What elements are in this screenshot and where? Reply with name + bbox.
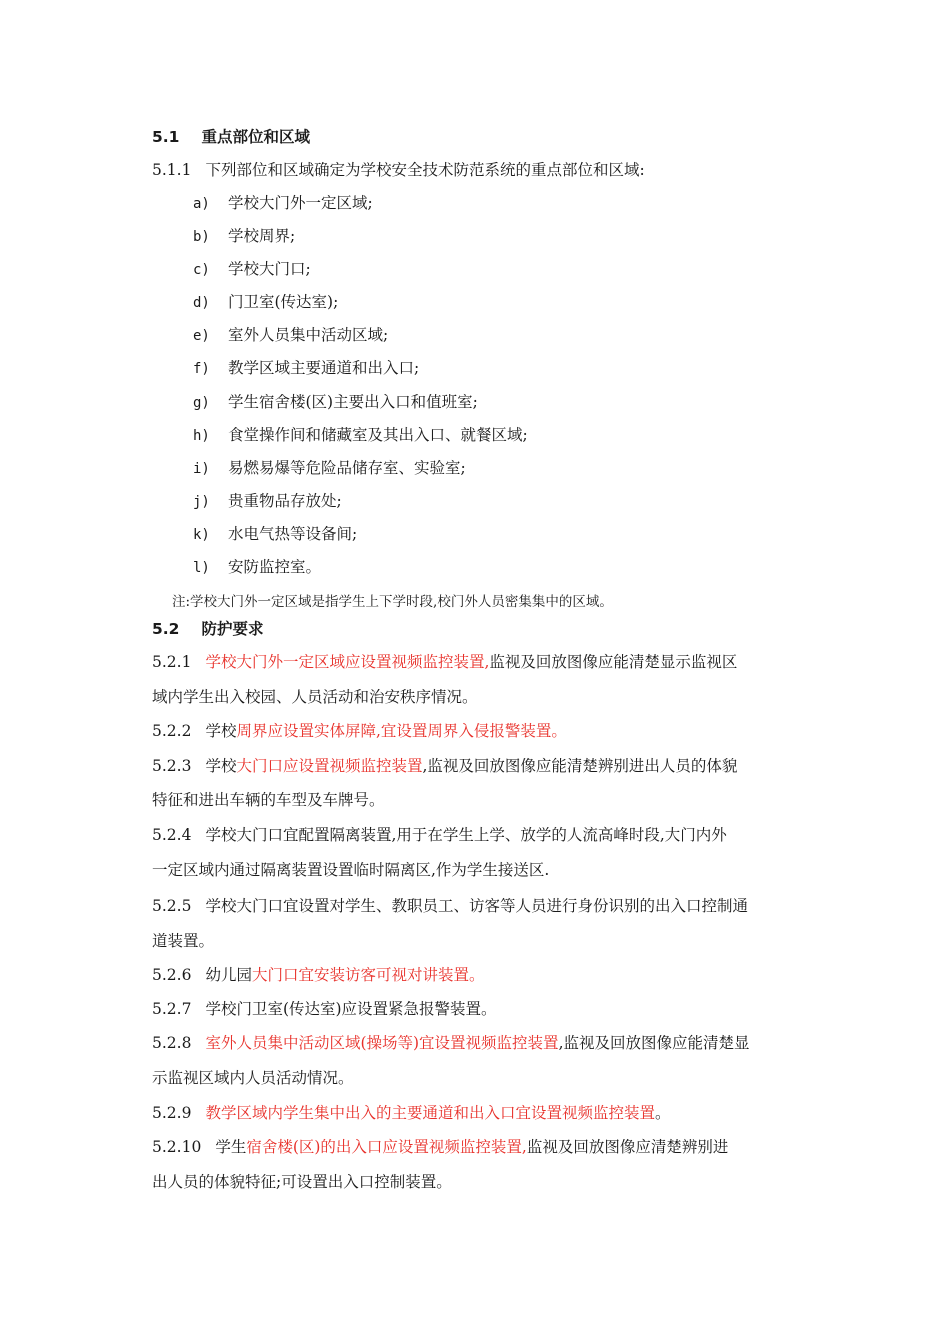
list-letter: g) (193, 395, 210, 411)
section-heading-5-1 (152, 127, 310, 147)
clause-text: 下列部位和区域确定为学校安全技术防范系统的重点部位和区域: (205, 161, 645, 179)
clause-text: 。 (654, 1104, 671, 1122)
clause-number: 5.2.6 (152, 966, 192, 984)
highlighted-text: 室外人员集中活动区域(操场等)宜设置视频监控装置 (205, 1034, 559, 1052)
highlighted-text: 宿舍楼(区)的出入口应设置视频监控装置, (246, 1138, 527, 1156)
clause-text: 幼儿园 (205, 966, 252, 984)
clause-5-2-10 (152, 1137, 728, 1157)
highlighted-text: 大门口宜安装访客可视对讲装置。 (251, 966, 485, 984)
highlighted-text: 教学区域内学生集中出入的主要通道和出入口宜设置视频监控装置 (205, 1104, 655, 1122)
list-letter: l) (193, 560, 210, 576)
clause-5-2-4 (152, 825, 727, 845)
clause-5-2-3-continued: 特征和进出车辆的车型及车牌号。 (152, 791, 385, 809)
list-text: 室外人员集中活动区域; (228, 326, 389, 344)
clause-text: 学校大门口宜设置对学生、教职员工、访客等人员进行身份识别的出入口控制通 (205, 897, 748, 915)
list-text: 食堂操作间和储藏室及其出入口、就餐区域; (228, 426, 528, 444)
clause-number: 5.2.5 (152, 897, 192, 915)
clause-text: 学校大门口宜配置隔离装置,用于在学生上学、放学的人流高峰时段,大门内外 (205, 826, 727, 844)
clause-5-2-9 (152, 1103, 670, 1123)
clause-5-2-1 (152, 652, 737, 672)
section-heading-5-2 (152, 619, 263, 639)
clause-5-2-1-continued: 域内学生出入校园、人员活动和治安秩序情况。 (152, 688, 478, 706)
list-item (193, 325, 388, 346)
clause-number: 5.2.8 (152, 1034, 192, 1052)
list-item (193, 524, 357, 545)
list-letter: h) (193, 428, 210, 444)
clause-number: 5.1.1 (152, 161, 192, 179)
clause-5-2-5-continued: 道装置。 (152, 932, 215, 950)
list-text: 易燃易爆等危险品储存室、实验室; (228, 459, 466, 477)
list-item (193, 259, 311, 280)
list-item (193, 425, 528, 446)
list-text: 安防监控室。 (228, 558, 322, 576)
list-item (193, 392, 478, 413)
clause-5-2-4-continued: 一定区域内通过隔离装置设置临时隔离区,作为学生接送区. (152, 861, 550, 879)
section-title: 防护要求 (201, 620, 264, 638)
clause-text: 学校 (205, 722, 237, 740)
list-text: 教学区域主要通道和出入口; (228, 359, 420, 377)
highlighted-text: 大门口应设置视频监控装置 (236, 757, 423, 775)
list-letter: c) (193, 262, 210, 278)
list-text: 学生宿舍楼(区)主要出入口和值班室; (228, 393, 478, 411)
clause-text: ,监视及回放图像应能清楚辨别进出人员的体貌 (422, 757, 738, 775)
list-text: 学校周界; (228, 227, 296, 245)
clause-number: 5.2.3 (152, 757, 192, 775)
list-item (193, 292, 338, 313)
clause-text: ,监视及回放图像应能清楚显 (558, 1034, 750, 1052)
clause-5-1-1 (152, 160, 645, 180)
list-text: 门卫室(传达室); (228, 293, 339, 311)
clause-text: 学生 (215, 1138, 247, 1156)
list-item (193, 458, 466, 479)
section-number: 5.1 (152, 128, 180, 146)
list-letter: a) (193, 196, 210, 212)
list-item (193, 358, 419, 379)
list-item (193, 557, 321, 578)
list-item (193, 226, 295, 247)
highlighted-text: 周界应设置实体屏障,宜设置周界入侵报警装置。 (236, 722, 567, 740)
clause-text: 监视及回放图像应清楚辨别进 (526, 1138, 729, 1156)
list-item (193, 491, 342, 512)
list-item (193, 193, 373, 214)
clause-5-2-5 (152, 896, 748, 916)
clause-number: 5.2.4 (152, 826, 192, 844)
clause-number: 5.2.2 (152, 722, 192, 740)
clause-text: 监视及回放图像应能清楚显示监视区 (489, 653, 738, 671)
clause-5-2-2 (152, 721, 567, 741)
clause-5-2-8 (152, 1033, 750, 1053)
clause-5-2-7 (152, 999, 497, 1019)
list-letter: f) (193, 361, 210, 377)
list-letter: k) (193, 527, 210, 543)
list-text: 水电气热等设备间; (228, 525, 358, 543)
note-text: 注:学校大门外一定区域是指学生上下学时段,校门外人员密集集中的区域。 (172, 594, 613, 610)
clause-5-2-8-continued: 示监视区域内人员活动情况。 (152, 1069, 354, 1087)
clause-number: 5.2.9 (152, 1104, 192, 1122)
clause-5-2-10-continued: 出人员的体貌特征;可设置出入口控制装置。 (152, 1173, 452, 1191)
list-text: 贵重物品存放处; (228, 492, 342, 510)
clause-5-2-6 (152, 965, 484, 985)
clause-text: 学校 (205, 757, 237, 775)
clause-5-2-3 (152, 756, 737, 776)
clause-number: 5.2.7 (152, 1000, 192, 1018)
list-letter: b) (193, 229, 210, 245)
list-letter: d) (193, 295, 210, 311)
list-text: 学校大门外一定区域; (228, 194, 373, 212)
clause-number: 5.2.1 (152, 653, 192, 671)
section-number: 5.2 (152, 620, 180, 638)
list-letter: j) (193, 494, 210, 510)
section-title: 重点部位和区域 (201, 128, 310, 146)
list-letter: e) (193, 328, 210, 344)
highlighted-text: 学校大门外一定区域应设置视频监控装置, (205, 653, 490, 671)
list-letter: i) (193, 461, 210, 477)
list-text: 学校大门口; (228, 260, 311, 278)
clause-number: 5.2.10 (152, 1138, 202, 1156)
clause-text: 学校门卫室(传达室)应设置紧急报警装置。 (205, 1000, 497, 1018)
